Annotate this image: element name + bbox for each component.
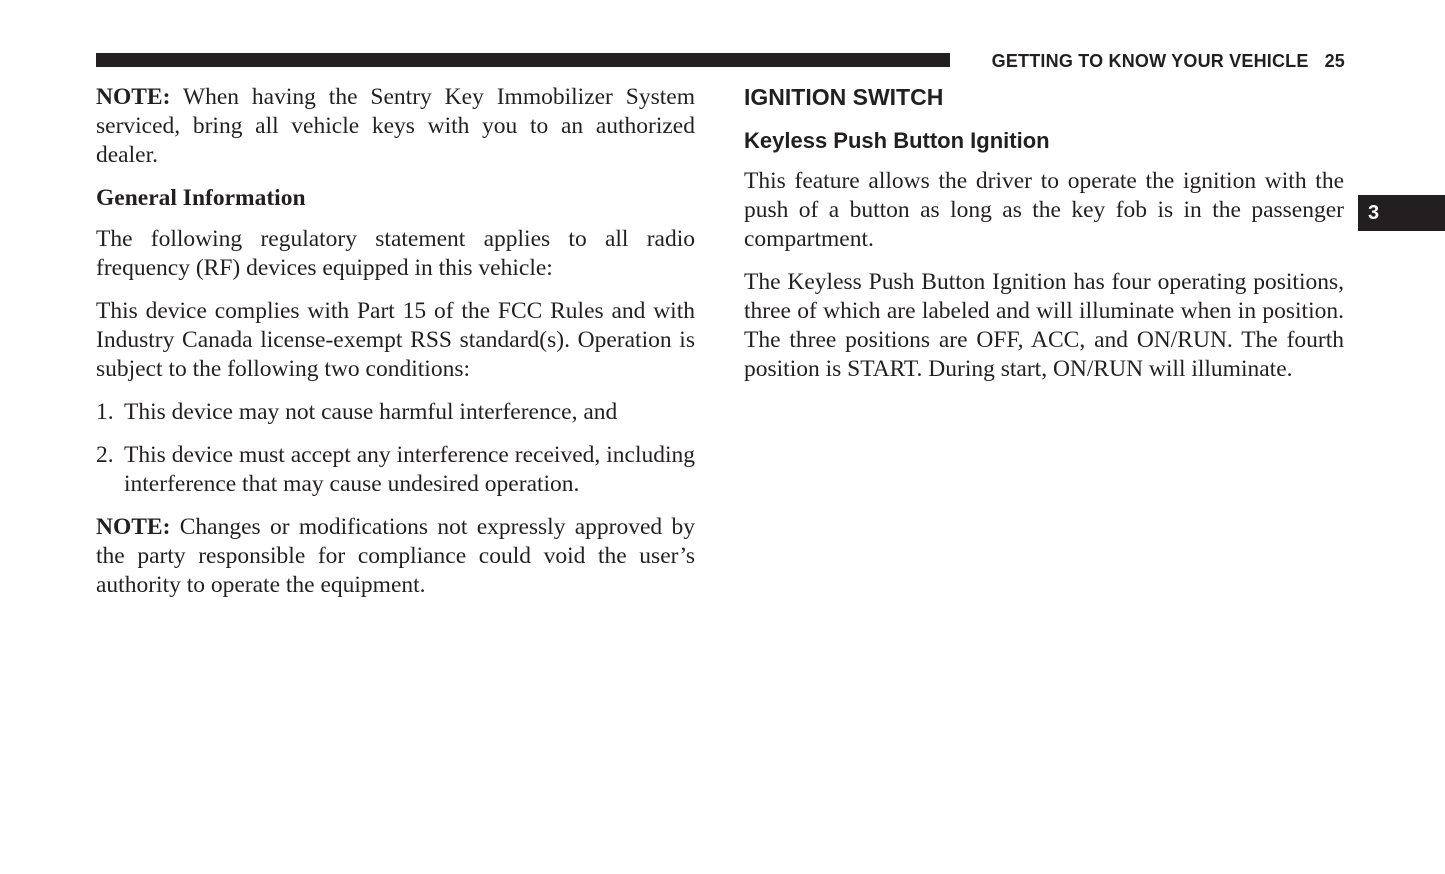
running-header — [992, 51, 1345, 71]
list-item — [96, 441, 695, 499]
list-item — [96, 398, 695, 427]
left-column — [96, 83, 695, 614]
fcc-compliance-paragraph: This device complies with Part 15 of the FCC Rules and with Industry Canada license-exempt RSS standard(s). Operation is subject to the following two conditions: — [96, 298, 695, 382]
keyless-ignition-subheading: Keyless Push Button Ignition — [744, 128, 1050, 153]
right-column — [744, 83, 1344, 398]
note-text: Changes or modifications not expressly approved by the party responsible for compliance could void the user’s authority to operate the equipment. — [96, 514, 695, 598]
regulatory-paragraph: The following regulatory statement applies to all radio frequency (RF) devices equipped in this vehicle: — [96, 226, 695, 281]
note-label: NOTE: — [96, 84, 171, 110]
page-number: 25 — [1324, 51, 1345, 71]
general-information-heading: General Information — [96, 185, 306, 211]
list-number: 2. — [96, 442, 114, 468]
list-text: This device must accept any interference received, including interference that may cause undesired operation. — [124, 442, 695, 497]
chapter-tab: 3 — [1358, 195, 1445, 231]
operating-positions-paragraph: The Keyless Push Button Ignition has four operating positions, three of which are labeled and will illuminate when in position. The three positions are OFF, ACC, and ON/RUN. The fourth position is START. During start, ON/RUN will illuminate. — [744, 269, 1344, 382]
keyless-feature-paragraph: This feature allows the driver to operate the ignition with the push of a button as long as the key fob is in the passenger compartment. — [744, 168, 1344, 252]
list-number: 1. — [96, 399, 114, 425]
section-title: GETTING TO KNOW YOUR VEHICLE — [991, 51, 1309, 71]
note-label: NOTE: — [96, 514, 171, 540]
note-paragraph-1 — [96, 83, 695, 170]
note-paragraph-2 — [96, 513, 695, 600]
list-text: This device may not cause harmful interference, and — [124, 399, 618, 425]
ignition-switch-heading: IGNITION SWITCH — [744, 84, 944, 110]
header-rule — [96, 53, 950, 67]
note-text: When having the Sentry Key Immobilizer System serviced, bring all vehicle keys with you to an authorized dealer. — [96, 84, 695, 168]
